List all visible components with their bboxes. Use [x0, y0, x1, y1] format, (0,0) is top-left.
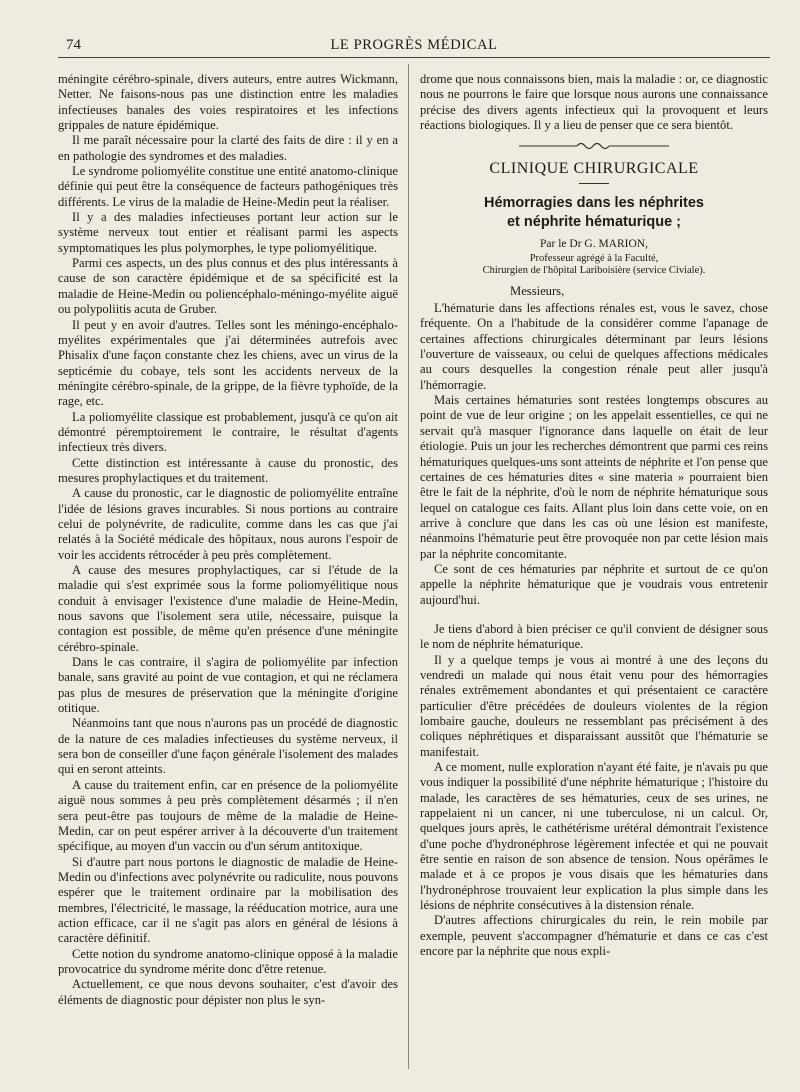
right-continuation: drome que nous connaissons bien, mais la maladie : or, ce diagnostic nous ne pourrons le faire que lorsque nous aurons une connaissance précise des divers agents infectieux qui la provoquent et leurs réactions biologiques. Il y a lieu de penser que ce sera bientôt.: [420, 72, 768, 133]
left-paragraph: A cause des mesures prophylactiques, car si l'étude de la maladie qui s'est exprimée sous la forme poliomyélitique nous conduit à envisager l'existence d'une maladie de Heine-Medin, nous savons que l'isolement sera utile, nécessaire, puisque la contagion est possible, de même qu'en présence d'une méningite cérébro-spinale.: [58, 563, 398, 654]
paragraph-gap: [420, 608, 768, 622]
section-title: CLINIQUE CHIRURGICALE: [489, 160, 699, 178]
left-paragraph: Il me paraît nécessaire pour la clarté des faits de dire : il y en a en pathologie des syndromes et des maladies.: [58, 133, 398, 163]
left-paragraph: A cause du pronostic, car le diagnostic de poliomyélite entraîne l'idée de lésions graves incurables. Si nous portions au contraire celui de polynévrite, de radiculite, comme dans les cas que j'ai relatés à la Société médicale des hôpitaux, nous aurons l'espoir de voir les accidents rétrocéder à peu près complètement.: [58, 486, 398, 562]
left-paragraph: A cause du traitement enfin, car en présence de la poliomyélite aiguë nous sommes à peu près complètement désarmés ; il n'en sera peut-être pas toujours de même de la maladie de Heine-Medin, car on peut espérer arriver à la découverte d'un traitement spécifique, au moyen d'un vaccin ou d'un sérum antitoxique.: [58, 777, 398, 854]
right-paragraph: Je tiens d'abord à bien préciser ce qu'il convient de désigner sous le nom de néphrite hématurique.: [420, 621, 768, 652]
right-paragraph: Mais certaines hématuries sont restées longtemps obscures au point de vue de leur origine ; on les appelait essentielles, ce qui ne servait qu'à masquer l'ignorance dans laquelle on était de leur étiologie. Puis un jour les recherches démontrent que parmi ces reins hématuriques quelques-uns sont atteints de néphrite et l'on pense que certaines de ces hématuries dites « sine materia » pourraient bien être le fait de la néphrite, d'où le nom de néphrite hématurique sous lequel on catalogue ces faits. Allant plus loin dans cette voie, on en arrive à conclure que dans les cas où une lésion est manifeste, néanmoins l'hématurie peut être provoquée non par cette lésion mais par la néphrite concomitante.: [420, 393, 768, 561]
left-paragraph: Cette notion du syndrome anatomo-clinique opposé à la maladie provocatrice du syndrome mérite donc d'être retenue.: [58, 946, 398, 976]
section-rule: [579, 183, 609, 184]
left-paragraph: Actuellement, ce que nous devons souhaiter, c'est d'avoir des éléments de diagnostic pour dépister non plus le syn-: [58, 977, 398, 1007]
left-paragraph: Parmi ces aspects, un des plus connus et des plus intéressants à cause de son caractère épidémique et de sa spécificité est la maladie de Heine-Medin ou poliencéphalo-méningo-myélite aiguë ou polypoliitis acuta de Gruber.: [58, 256, 398, 317]
left-paragraph: Néanmoins tant que nous n'aurons pas un procédé de diagnostic de la nature de ces maladies infectieuses du système nerveux, il sera bon de conseiller d'une façon générale l'isolement des malades qui en seront atteints.: [58, 716, 398, 777]
right-paragraph: L'hématurie dans les affections rénales est, vous le savez, chose fréquente. On a l'habitude de la considérer comme l'apanage de certaines affections chirurgicales déterminant par leurs lésions l'ouverture de vaisseaux, ou celui de quelques affections médicales au cours desquelles la congestion rénale peut aller jusqu'à l'hémorragie.: [420, 301, 768, 392]
affiliation-line: Professeur agrégé à la Faculté,: [529, 252, 659, 264]
right-paragraph: Ce sont de ces hématuries par néphrite et surtout de ce qu'on appelle la néphrite hématurique que je voudrais vous entretenir aujourd'hui.: [420, 561, 768, 607]
header-rule: [58, 57, 770, 58]
article-title-line: et néphrite hématurique ;: [506, 213, 682, 230]
left-paragraph: Cette distinction est intéressante à cause du pronostic, des mesures prophylactiques et du traitement.: [58, 455, 398, 485]
right-paragraph: D'autres affections chirurgicales du rein, le rein mobile par exemple, peuvent s'accompagner d'hématurie et dans ce cas c'est encore par la néphrite que nous expli-: [420, 913, 768, 959]
left-paragraph: La poliomyélite classique est probablement, jusqu'à ce qu'on ait démontré péremptoirement le contraire, le résultat d'agents infectieux très divers.: [58, 409, 398, 455]
right-column: [420, 72, 768, 960]
left-paragraph: Dans le cas contraire, il s'agira de poliomyélite par infection banale, sans gravité au point de vue contagion, et qui ne réclamera pas plus de mesures de préservation que la méningite d'origine otitique.: [58, 655, 398, 716]
salutation: Messieurs,: [510, 283, 565, 298]
page-number: 74: [66, 37, 81, 53]
left-paragraph: Le syndrome poliomyélite constitue une entité anatomo-clinique définie qui peut être la conséquence de facteurs pathogéniques très différents. Le virus de la maladie de Heine-Medin peut la réaliser.: [58, 164, 398, 209]
left-paragraph: méningite cérébro-spinale, divers auteurs, entre autres Wickmann, Netter. Ne faisons-nous pas une distinction entre les maladies infectieuses banales des voies respiratoires et les infections grippales de nature épidémique.: [58, 72, 398, 133]
left-column: [58, 72, 398, 1008]
right-paragraph: A ce moment, nulle exploration n'ayant été faite, je n'avais pu que vous indiquer la possibilité d'une néphrite hématurique ; l'histoire du malade, les caractères de ses hématuries, ceux de ses urines, ne rappelaient ni un cancer, ni une tuberculose, ni un calcul. Or, quelques jours après, le cathétérisme urétéral démontrait l'existence d'une poche d'hydronéphrose légèrement infectée et qui ne pouvait être sentie en raison de son absence de tension. Nous opérâmes le malade et à ce propos je vous disais que les hématuries dans l'hydronéphrose trouvaient leur explication la plus simple dans les lésions de néphrite consécutives à la distension rénale.: [420, 760, 768, 913]
byline: Par le Dr G. MARION,: [540, 237, 648, 250]
section-ornament: [519, 141, 669, 151]
left-paragraph: Il peut y en avoir d'autres. Telles sont les méningo-encéphalo-myélites expérimentales que j'ai déterminées autrefois avec Phisalix d'une façon constante chez les chiens, avec un virus de la septicémie du cobaye, tels sont les accidents nerveux de la méningite cérébro-spinale, de la grippe, de la fièvre typhoïde, de la rage, etc.: [58, 317, 398, 409]
article-title-line: Hémorragies dans les néphrites: [484, 194, 704, 211]
affiliation: [420, 253, 768, 278]
left-paragraph: Si d'autre part nous portons le diagnostic de maladie de Heine-Medin ou d'infections avec polynévrite ou radiculite, nous pouvons espérer que le traitement ordinaire par la mobilisation des membres, l'électricité, le massage, la rééducation motrice, aura une action efficace, car il ne s'agit pas alors en général de lésions à caractère définitif.: [58, 854, 398, 946]
running-title: LE PROGRÈS MÉDICAL: [330, 37, 498, 53]
right-paragraph: Il y a quelque temps je vous ai montré à une des leçons du vendredi un malade qui nous était venu pour des hémorragies rénales extrêmement abondantes et qui présentaient ce caractère particulier d'être précédées de douleurs violentes de la région lombaire gauche, douleurs ne ressemblant pas précisément à des coliques néphrétiques et disparaissant aussitôt que l'hématurie se manifestait.: [420, 652, 768, 759]
article-title: [420, 194, 768, 232]
left-paragraph: Il y a des maladies infectieuses portant leur action sur le système nerveux tout entier et réalisant parmi les aspects symptomatiques les plus polymorphes, le type poliomyélitique.: [58, 210, 398, 255]
page-header: [58, 34, 770, 56]
affiliation-line: Chirurgien de l'hôpital Lariboisière (service Civiale).: [482, 265, 706, 277]
column-rule: [408, 64, 409, 1069]
